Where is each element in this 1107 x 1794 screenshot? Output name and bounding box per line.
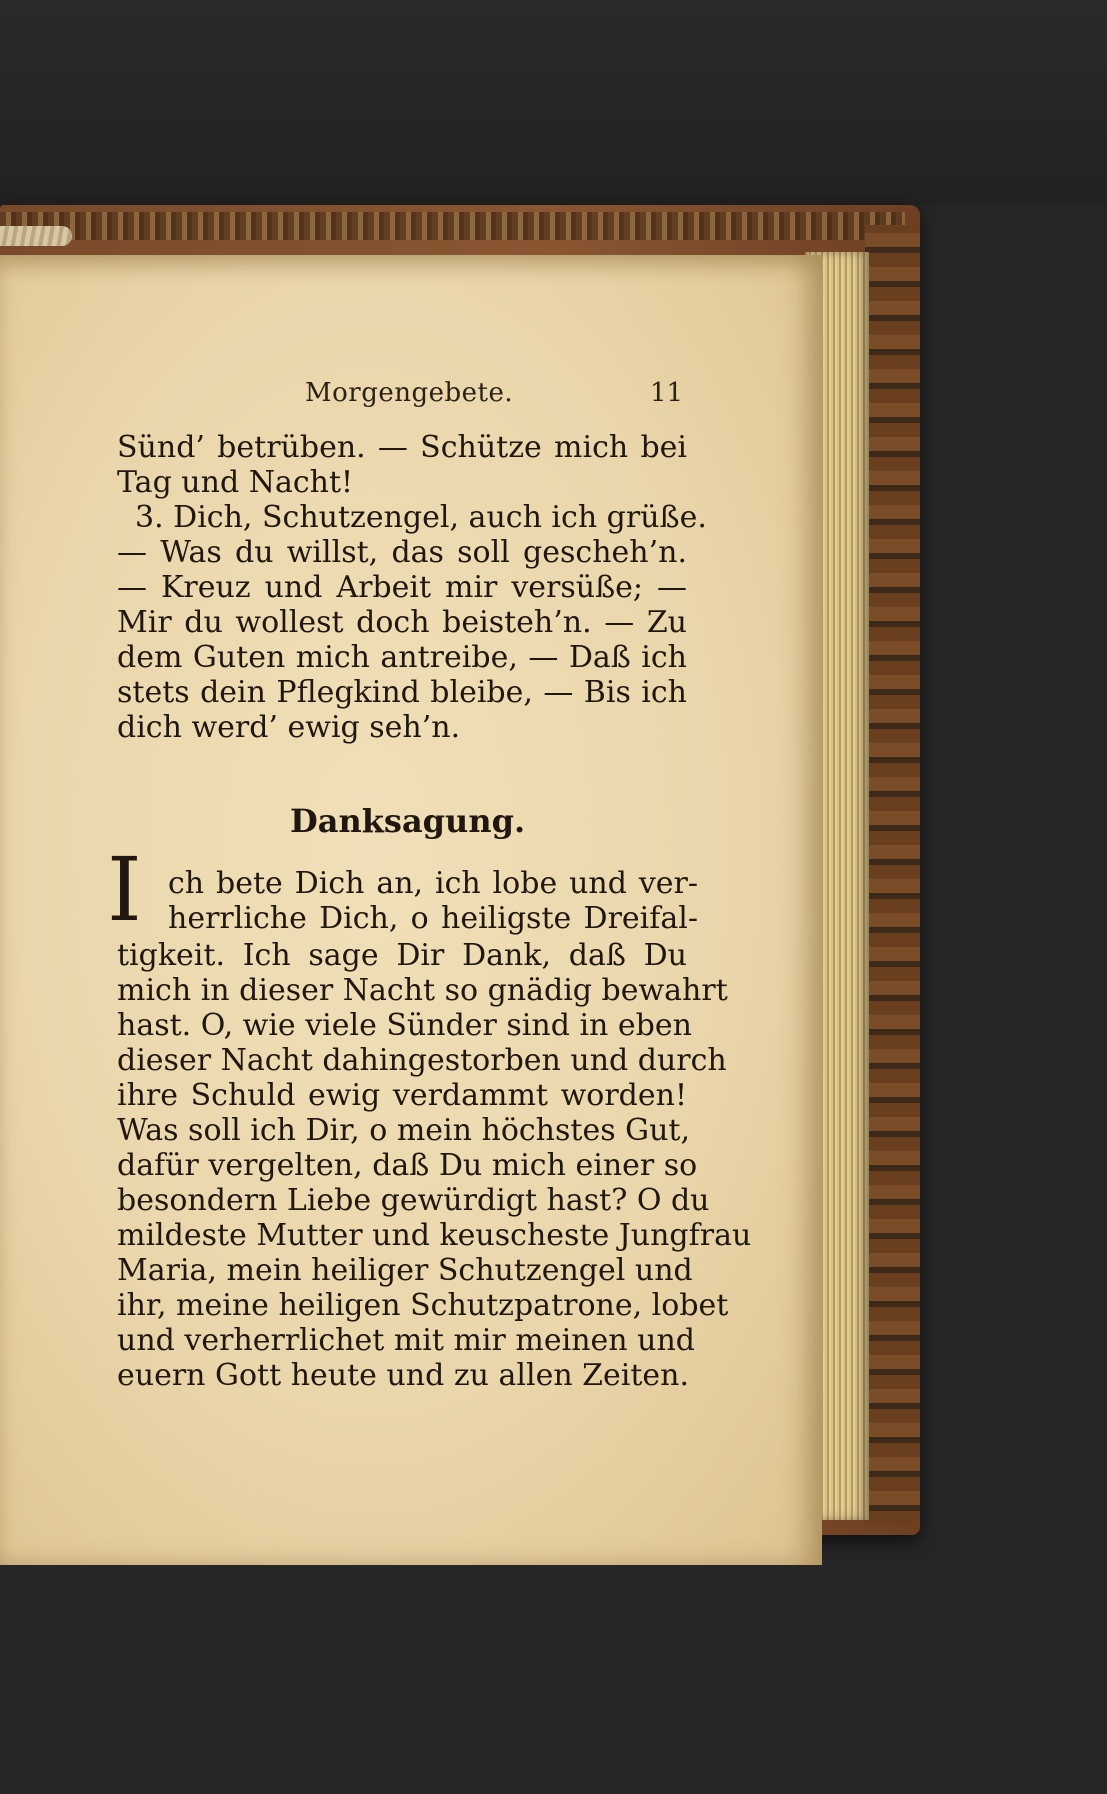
text-line: hast. O, wie viele Sünder sind in eben bbox=[117, 1008, 692, 1043]
book-spine bbox=[865, 225, 920, 1525]
text-line: Sünd’ betrüben. — Schütze mich bei bbox=[117, 430, 687, 465]
text-line: stets dein Pflegkind bleibe, — Bis ich bbox=[117, 675, 687, 710]
text-line: ihr, meine heiligen Schutzpatrone, lobet bbox=[117, 1288, 729, 1323]
text-line: dafür vergelten, daß Du mich einer so bbox=[117, 1148, 698, 1183]
text-line: — Was du willst, das soll gescheh’n. bbox=[117, 535, 687, 570]
text-line: mildeste Mutter und keuscheste Jungfrau bbox=[117, 1218, 752, 1253]
text-line: Mir du wollest doch beisteh’n. — Zu bbox=[117, 605, 687, 640]
text-line: mich in dieser Nacht so gnädig bewahrt bbox=[117, 973, 728, 1008]
text-line: Maria, mein heiliger Schutzengel und bbox=[117, 1253, 693, 1288]
text-line: ihre Schuld ewig verdammt worden! bbox=[117, 1078, 687, 1113]
text-line: besondern Liebe gewürdigt hast? O du bbox=[117, 1183, 710, 1218]
text-line: Tag und Nacht! bbox=[117, 465, 354, 500]
text-line: 3. Dich, Schutzengel, auch ich grüße. bbox=[135, 500, 707, 535]
text-line: Was soll ich Dir, o mein höchstes Gut, bbox=[117, 1113, 691, 1148]
text-line: dem Guten mich antreibe, — Daß ich bbox=[117, 640, 687, 675]
text-line: dich werd’ ewig seh’n. bbox=[117, 710, 461, 745]
text-line: dieser Nacht dahingestorben und durch bbox=[117, 1043, 727, 1078]
page-number: 11 bbox=[650, 378, 684, 408]
text-line: ch bete Dich an, ich lobe und ver- bbox=[168, 866, 698, 901]
text-line: tigkeit. Ich sage Dir Dank, daß Du bbox=[117, 938, 687, 973]
cover-edge-band bbox=[0, 212, 905, 240]
text-line: euern Gott heute und zu allen Zeiten. bbox=[117, 1358, 690, 1393]
background bbox=[0, 0, 1107, 205]
text-line: — Kreuz und Arbeit mir versüße; — bbox=[117, 570, 687, 605]
bookmark-ribbon bbox=[0, 226, 72, 246]
text-line: herrliche Dich, o heiligste Dreifal- bbox=[168, 901, 698, 936]
section-heading: Danksagung. bbox=[290, 802, 526, 840]
text-line: und verherrlichet mit mir meinen und bbox=[117, 1323, 695, 1358]
drop-cap: I bbox=[107, 838, 142, 941]
running-header: Morgengebete. bbox=[305, 378, 514, 408]
